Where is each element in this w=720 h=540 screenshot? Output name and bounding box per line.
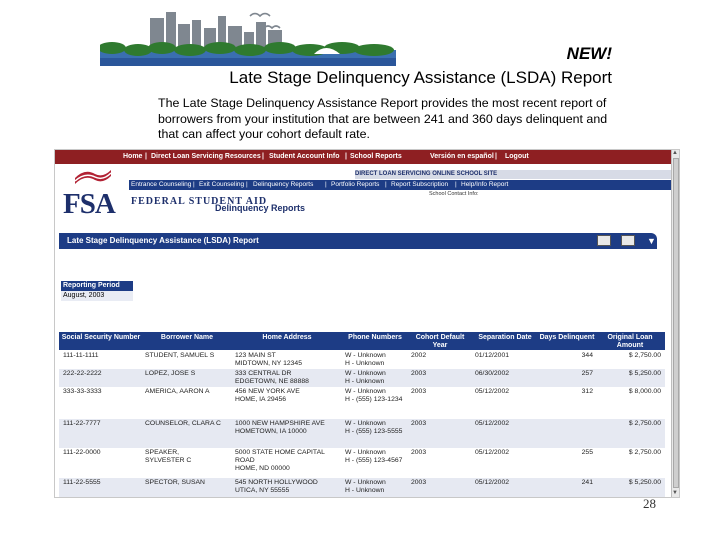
fsa-logo-subtitle: FEDERAL STUDENT AID bbox=[131, 196, 268, 207]
loan-amount-cell: $ 2,750.00 bbox=[628, 449, 661, 456]
nav-separator: | bbox=[345, 153, 347, 160]
loan-amount-cell: $ 8,000.00 bbox=[628, 388, 661, 395]
loan-amount-cell: $ 5,250.00 bbox=[628, 479, 661, 486]
table-row bbox=[59, 448, 665, 478]
scroll-down-icon[interactable]: ▼ bbox=[672, 490, 678, 496]
nav-separator: | bbox=[262, 153, 264, 160]
phone-numbers-cell: W - Unknown H - Unknown bbox=[345, 479, 386, 494]
ssn-cell: 111-22-0000 bbox=[63, 449, 101, 456]
days-delinquent-cell bbox=[541, 420, 593, 449]
fsa-logo[interactable] bbox=[57, 170, 129, 220]
phone-numbers-cell: W - Unknown H - (555) 123-1234 bbox=[345, 388, 403, 403]
reporting-period-label: Reporting Period bbox=[61, 281, 133, 291]
separation-date-cell: 01/12/2001 bbox=[475, 352, 510, 359]
ssn-cell: 111-11-1111 bbox=[63, 352, 99, 359]
col-cohort-default-year: Cohort Default Year bbox=[415, 334, 465, 349]
ssn-cell: 111-22-5555 bbox=[63, 479, 101, 486]
home-address-cell: 1000 NEW HAMPSHIRE AVE HOMETOWN, IA 10000 bbox=[235, 420, 325, 435]
days-delinquent-cell: 257 bbox=[581, 370, 593, 377]
phone-numbers-cell: W - Unknown H - (555) 123-4567 bbox=[345, 449, 403, 464]
phone-numbers-cell: W - Unknown H - (555) 123-5555 bbox=[345, 420, 403, 435]
nav-home-link[interactable]: Home bbox=[123, 153, 143, 160]
table-row bbox=[59, 351, 665, 369]
subnav-exit-link[interactable]: Exit Counseling bbox=[199, 181, 245, 188]
nav-dl-servicing-link[interactable]: Direct Loan Servicing Resources bbox=[151, 153, 261, 160]
nav-separator: | bbox=[145, 153, 147, 160]
loan-amount-cell: $ 5,250.00 bbox=[628, 370, 661, 377]
ssn-cell: 222-22-2222 bbox=[63, 370, 102, 377]
cohort-year-cell: 2003 bbox=[411, 370, 427, 377]
borrower-name-cell: SPEAKER, SYLVESTER C bbox=[145, 449, 192, 464]
page-heading: Delinquency Reports bbox=[215, 203, 306, 213]
subnav-separator: | bbox=[325, 181, 327, 188]
portal-top-nav bbox=[55, 150, 671, 164]
borrower-name-cell: AMERICA, AARON A bbox=[145, 388, 210, 395]
days-delinquent-cell: 241 bbox=[581, 479, 593, 486]
nav-separator: | bbox=[495, 153, 497, 160]
subnav-separator: | bbox=[193, 181, 195, 188]
subnav-entrance-link[interactable]: Entrance Counseling bbox=[131, 181, 192, 188]
loan-amount-cell: $ 2,750.00 bbox=[628, 352, 661, 359]
home-address-cell: 5000 STATE HOME CAPITAL ROAD HOME, ND 00000 bbox=[235, 449, 325, 472]
table-header bbox=[59, 332, 665, 350]
flag-icon bbox=[73, 166, 113, 184]
subnav-separator: | bbox=[246, 181, 248, 188]
col-home-address: Home Address bbox=[262, 334, 312, 341]
cohort-year-cell: 2002 bbox=[411, 352, 427, 359]
subnav-delinquency-link[interactable]: Delinquency Reports bbox=[253, 181, 314, 188]
table-row bbox=[59, 478, 665, 498]
nav-school-reports-link[interactable]: School Reports bbox=[350, 153, 402, 160]
cohort-year-cell: 2003 bbox=[411, 449, 427, 456]
report-title: Late Stage Delinquency Assistance (LSDA) Report bbox=[67, 236, 259, 245]
fsa-logo-text: FSA bbox=[63, 188, 115, 220]
cohort-year-cell: 2003 bbox=[411, 479, 427, 486]
days-delinquent-cell: 312 bbox=[581, 388, 593, 395]
borrower-name-cell: COUNSELOR, CLARA C bbox=[145, 420, 221, 427]
separation-date-cell: 06/30/2002 bbox=[475, 370, 510, 377]
lsda-report-screenshot bbox=[54, 149, 680, 498]
banner-graphic bbox=[100, 8, 396, 66]
home-address-cell: 123 MAIN ST MIDTOWN, NY 12345 bbox=[235, 352, 302, 367]
vertical-scrollbar[interactable] bbox=[671, 150, 680, 498]
page-number: 28 bbox=[643, 496, 656, 511]
phone-numbers-cell: W - Unknown H - Unknown bbox=[345, 352, 386, 367]
col-days-delinquent: Days Delinquent bbox=[539, 334, 595, 341]
table-row bbox=[59, 419, 665, 448]
portal-sub-nav bbox=[129, 180, 671, 190]
print-icon[interactable] bbox=[597, 235, 611, 246]
separation-date-cell: 05/12/2002 bbox=[475, 449, 510, 456]
slide-title: Late Stage Delinquency Assistance (LSDA) Report bbox=[229, 68, 612, 87]
slide-description: The Late Stage Delinquency Assistance Report provides the most recent report of borrowers from your institution that are between 241 and 360 days delinquent and that can affect your cohort default rate. bbox=[158, 96, 608, 142]
borrower-name-cell: SPECTOR, SUSAN bbox=[145, 479, 205, 486]
separation-date-cell: 05/12/2002 bbox=[475, 420, 510, 427]
ssn-cell: 111-22-7777 bbox=[63, 420, 101, 427]
borrower-name-cell: STUDENT, SAMUEL S bbox=[145, 352, 215, 359]
home-address-cell: 545 NORTH HOLLYWOOD UTICA, NY 55555 bbox=[235, 479, 318, 494]
cohort-year-cell: 2003 bbox=[411, 420, 427, 427]
phone-numbers-cell: W - Unknown H - Unknown bbox=[345, 370, 386, 385]
borrower-name-cell: LOPEZ, JOSE S bbox=[145, 370, 196, 377]
col-ssn: Social Security Number bbox=[61, 334, 141, 341]
days-delinquent-cell: 344 bbox=[581, 352, 593, 359]
school-contact-info: School Contact Info: bbox=[429, 191, 479, 197]
new-label: NEW! bbox=[566, 44, 612, 63]
scroll-thumb[interactable] bbox=[673, 158, 679, 488]
subnav-portfolio-link[interactable]: Portfolio Reports bbox=[331, 181, 380, 188]
subnav-separator: | bbox=[455, 181, 457, 188]
reporting-period-value: August, 2003 bbox=[61, 291, 133, 301]
collapse-icon[interactable]: ▼ bbox=[647, 236, 656, 246]
home-address-cell: 456 NEW YORK AVE HOME, IA 29456 bbox=[235, 388, 300, 403]
days-delinquent-cell: 255 bbox=[581, 449, 593, 456]
table-row bbox=[59, 387, 665, 419]
subnav-help-link[interactable]: Help/Info Report bbox=[461, 181, 509, 188]
portal-header bbox=[55, 164, 671, 222]
report-title-bar bbox=[59, 233, 657, 249]
site-name: DIRECT LOAN SERVICING ONLINE SCHOOL SITE bbox=[355, 170, 671, 179]
subnav-separator: | bbox=[385, 181, 387, 188]
separation-date-cell: 05/12/2002 bbox=[475, 479, 510, 486]
nav-spanish-link[interactable]: Versión en español bbox=[430, 153, 494, 160]
col-phone-numbers: Phone Numbers bbox=[348, 334, 402, 341]
subnav-subscription-link[interactable]: Report Subscription bbox=[391, 181, 449, 188]
separation-date-cell: 05/12/2002 bbox=[475, 388, 510, 395]
scroll-up-icon[interactable]: ▲ bbox=[672, 150, 678, 156]
table-row bbox=[59, 369, 665, 387]
nav-logout-link[interactable]: Logout bbox=[505, 153, 529, 160]
col-borrower-name: Borrower Name bbox=[160, 334, 214, 341]
col-separation-date: Separation Date bbox=[478, 334, 532, 341]
ssn-cell: 333-33-3333 bbox=[63, 388, 102, 395]
home-address-cell: 333 CENTRAL DR EDGETOWN, NE 88888 bbox=[235, 370, 309, 385]
cohort-year-cell: 2003 bbox=[411, 388, 427, 395]
col-original-loan-amount: Original Loan Amount bbox=[607, 334, 653, 349]
loan-amount-cell: $ 2,750.00 bbox=[628, 420, 661, 427]
export-icon[interactable] bbox=[621, 235, 635, 246]
nav-student-account-link[interactable]: Student Account Info bbox=[269, 153, 340, 160]
